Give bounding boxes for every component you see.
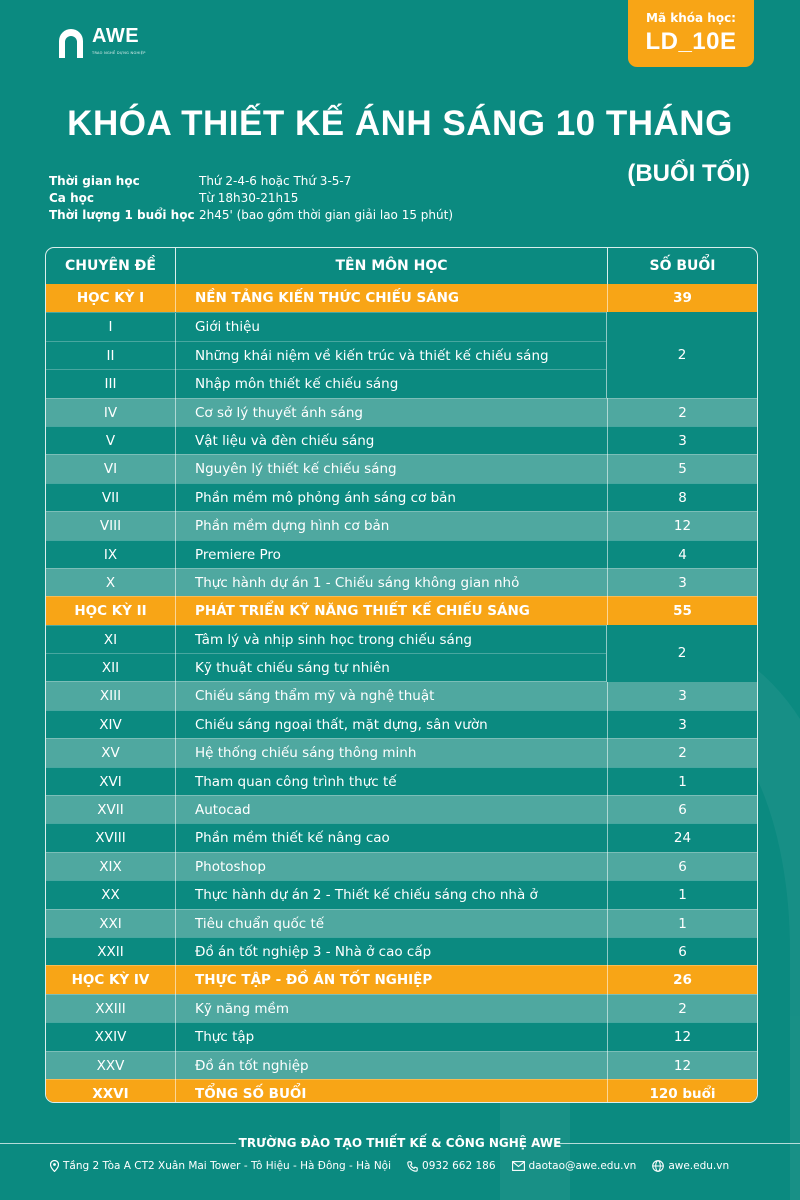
phone-text: 0932 662 186 — [422, 1160, 496, 1172]
info-label: Thời gian học — [49, 174, 140, 188]
subject-name: Thực hành dự án 2 - Thiết kế chiếu sáng cho nhà ở — [175, 881, 607, 909]
topic-code: HỌC KỲ IV — [71, 972, 150, 989]
topic-code: IX — [103, 546, 118, 563]
subject-name: Photoshop — [175, 853, 607, 881]
email-icon — [512, 1161, 525, 1171]
course-code-badge — [628, 0, 754, 67]
table-row — [46, 710, 757, 738]
subject-name: Nguyên lý thiết kế chiếu sáng — [175, 455, 607, 483]
info-label: Ca học — [49, 191, 94, 205]
subject-name: Tham quan công trình thực tế — [175, 768, 607, 796]
brand-logo — [56, 26, 146, 58]
table-row — [46, 909, 757, 937]
topic-code: XVII — [97, 802, 124, 819]
table-row — [46, 1051, 757, 1079]
email-text: daotao@awe.edu.vn — [528, 1160, 637, 1172]
table-row — [46, 852, 757, 880]
subject-name: NỀN TẢNG KIẾN THỨC CHIẾU SÁNG — [175, 284, 607, 312]
session-count: 120 buổi — [607, 1080, 757, 1103]
session-count: 5 — [607, 455, 757, 483]
topic-code: XXIII — [95, 1000, 126, 1017]
session-count: 8 — [607, 484, 757, 512]
session-count: 6 — [607, 853, 757, 881]
topic-code: XVIII — [95, 830, 126, 847]
subject-name: TỔNG SỐ BUỔI — [175, 1080, 607, 1103]
topic-code: XI — [103, 631, 118, 648]
course-code-label: Mã khóa học: — [646, 11, 736, 25]
subject-name: Kỹ thuật chiếu sáng tự nhiên — [175, 654, 607, 682]
subject-name: Autocad — [175, 796, 607, 824]
globe-icon — [652, 1160, 664, 1172]
session-count: 3 — [607, 682, 757, 710]
topic-code: XV — [101, 745, 120, 762]
session-count: 6 — [607, 796, 757, 824]
subject-name: Đồ án tốt nghiệp — [175, 1052, 607, 1080]
semester-row — [46, 965, 757, 993]
subject-name: Chiếu sáng thẩm mỹ và nghệ thuật — [175, 682, 607, 710]
subject-name: Phần mềm mô phỏng ánh sáng cơ bản — [175, 484, 607, 512]
subject-name: Thực hành dự án 1 - Chiếu sáng không gian nhỏ — [175, 569, 607, 597]
table-row — [46, 454, 757, 482]
table-row — [46, 823, 757, 851]
table-row — [46, 398, 757, 426]
subject-name: Kỹ năng mềm — [175, 995, 607, 1023]
brand-tagline: TRAO NGHỀ DỰNG NGHIỆP — [92, 51, 146, 55]
location-pin-icon — [50, 1160, 59, 1172]
website-text: awe.edu.vn — [668, 1160, 730, 1172]
info-value: Từ 18h30-21h15 — [199, 191, 299, 205]
topic-code: HỌC KỲ II — [74, 603, 147, 620]
footer-email[interactable] — [512, 1160, 637, 1172]
topic-code: V — [105, 432, 116, 449]
session-count: 12 — [607, 512, 757, 540]
footer-address — [50, 1160, 391, 1172]
session-count: 2 — [607, 399, 757, 427]
session-count: 6 — [607, 938, 757, 966]
table-header — [46, 248, 757, 284]
merged-session-count: 2 — [606, 625, 757, 682]
session-count: 12 — [607, 1023, 757, 1051]
subject-name: Đồ án tốt nghiệp 3 - Nhà ở cao cấp — [175, 938, 607, 966]
table-row — [46, 540, 757, 568]
subject-name: Cơ sở lý thuyết ánh sáng — [175, 399, 607, 427]
table-row — [46, 568, 757, 596]
session-count: 1 — [607, 768, 757, 796]
topic-code: III — [104, 376, 117, 393]
topic-code: IV — [103, 404, 118, 421]
session-count: 26 — [607, 966, 757, 994]
subject-name: Giới thiệu — [175, 313, 607, 341]
subject-name: Nhập môn thiết kế chiếu sáng — [175, 370, 607, 398]
topic-code: XXII — [97, 943, 124, 960]
subject-name: Vật liệu và đèn chiếu sáng — [175, 427, 607, 455]
info-value: Thứ 2-4-6 hoặc Thứ 3-5-7 — [199, 174, 352, 188]
table-row — [46, 880, 757, 908]
topic-code: XXV — [96, 1057, 125, 1074]
info-row — [49, 190, 453, 207]
table-body — [46, 284, 757, 1103]
topic-code: XX — [101, 887, 120, 904]
footer-contact — [50, 1160, 745, 1172]
session-count: 4 — [607, 541, 757, 569]
subject-name: Phần mềm thiết kế nâng cao — [175, 824, 607, 852]
subject-name: Hệ thống chiếu sáng thông minh — [175, 739, 607, 767]
course-code-value: LD_10E — [645, 28, 737, 55]
topic-code: XXI — [99, 915, 122, 932]
merged-session-count: 2 — [606, 312, 757, 397]
footer-phone[interactable] — [407, 1160, 495, 1172]
address-text: Tầng 2 Tòa A CT2 Xuân Mai Tower - Tô Hiệu - Hà Đông - Hà Nội — [63, 1160, 392, 1172]
header-sessions: SỐ BUỔI — [607, 248, 757, 284]
header-topic: CHUYÊN ĐỀ — [65, 258, 156, 274]
table-row — [46, 767, 757, 795]
session-count: 1 — [607, 910, 757, 938]
page-subtitle: (BUỔI TỐI) — [627, 160, 750, 187]
header-subject: TÊN MÔN HỌC — [175, 248, 607, 284]
topic-code: VIII — [99, 518, 122, 535]
table-row — [46, 511, 757, 539]
semester-row — [46, 1079, 757, 1103]
table-row — [46, 937, 757, 965]
awe-arch-icon — [56, 26, 86, 58]
table-row — [46, 1022, 757, 1050]
info-row — [49, 173, 453, 190]
topic-code: VI — [103, 461, 118, 478]
topic-code: XIV — [99, 716, 122, 733]
footer-website[interactable] — [652, 1160, 729, 1172]
session-count: 24 — [607, 824, 757, 852]
session-count: 1 — [607, 881, 757, 909]
topic-code: XIX — [99, 858, 122, 875]
footer-school-name: TRƯỜNG ĐÀO TẠO THIẾT KẾ & CÔNG NGHỆ AWE — [238, 1136, 562, 1150]
topic-code: XXIV — [94, 1029, 127, 1046]
subject-name: THỰC TẬP - ĐỒ ÁN TỐT NGHIỆP — [175, 966, 607, 994]
session-count: 3 — [607, 711, 757, 739]
subject-name: Phần mềm dựng hình cơ bản — [175, 512, 607, 540]
subject-name: Chiếu sáng ngoại thất, mặt dựng, sân vườn — [175, 711, 607, 739]
subject-name: Những khái niệm về kiến trúc và thiết kế chiếu sáng — [175, 342, 607, 370]
subject-name: Tiêu chuẩn quốc tế — [175, 910, 607, 938]
topic-code: II — [106, 347, 115, 364]
table-row — [46, 994, 757, 1022]
brand-name: AWE — [92, 25, 140, 47]
session-count: 2 — [607, 995, 757, 1023]
session-count: 12 — [607, 1052, 757, 1080]
phone-icon — [407, 1161, 418, 1172]
topic-code: XVI — [99, 773, 122, 790]
info-row — [49, 207, 453, 224]
subject-name: Thực tập — [175, 1023, 607, 1051]
topic-code: XXVI — [92, 1085, 129, 1102]
session-count: 39 — [607, 284, 757, 312]
info-label: Thời lượng 1 buổi học — [49, 208, 195, 222]
subject-name: PHÁT TRIỂN KỸ NĂNG THIẾT KẾ CHIẾU SÁNG — [175, 597, 607, 625]
table-row — [46, 681, 757, 709]
session-count: 55 — [607, 597, 757, 625]
topic-code: XIII — [99, 688, 122, 705]
table-row — [46, 795, 757, 823]
subject-name: Premiere Pro — [175, 541, 607, 569]
table-row — [46, 483, 757, 511]
topic-code: HỌC KỲ I — [76, 290, 145, 306]
semester-row — [46, 596, 757, 624]
schedule-info — [49, 173, 453, 224]
table-row — [46, 738, 757, 766]
page-title: KHÓA THIẾT KẾ ÁNH SÁNG 10 THÁNG — [67, 104, 733, 143]
table-row — [46, 426, 757, 454]
session-count: 2 — [607, 739, 757, 767]
session-count: 3 — [607, 569, 757, 597]
curriculum-table — [45, 247, 758, 1103]
topic-code: VII — [101, 489, 120, 506]
topic-code: X — [105, 574, 116, 591]
info-value: 2h45' (bao gồm thời gian giải lao 15 phút) — [199, 208, 454, 222]
session-count: 3 — [607, 427, 757, 455]
topic-code: XII — [101, 660, 120, 677]
topic-code: I — [108, 319, 113, 336]
semester-row — [46, 284, 757, 312]
subject-name: Tâm lý và nhịp sinh học trong chiếu sáng — [175, 626, 607, 654]
